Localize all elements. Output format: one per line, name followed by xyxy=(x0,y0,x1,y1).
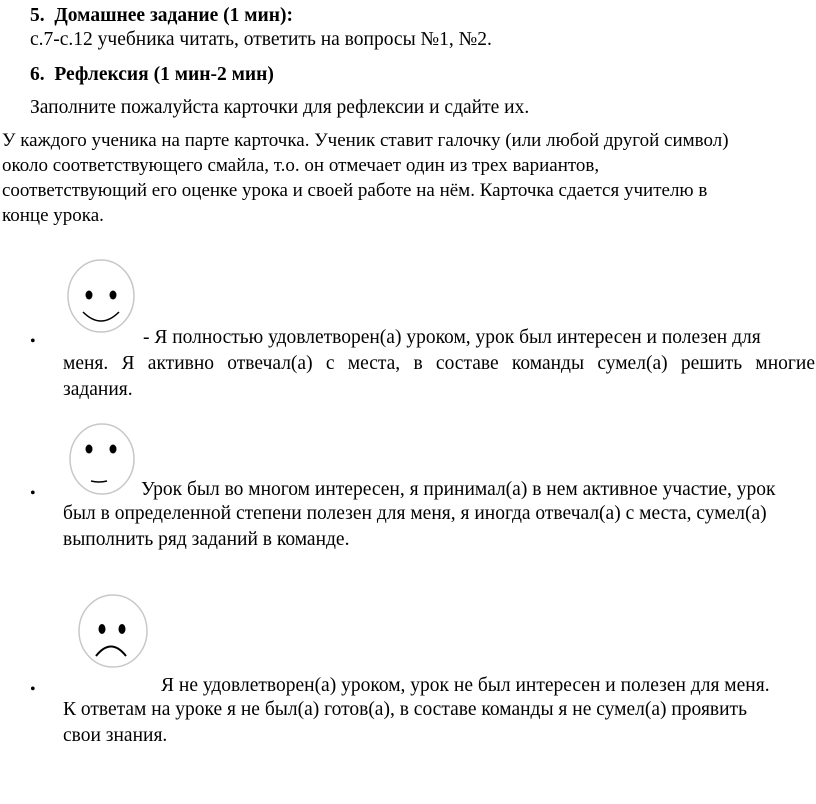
homework-title: Домашнее задание (1 мин): xyxy=(54,5,294,26)
sad-smiley-icon xyxy=(76,593,152,673)
bullet: • xyxy=(30,485,36,502)
description-line: конце урока. xyxy=(2,205,104,226)
option-1-rest xyxy=(63,351,815,403)
description-paragraph xyxy=(2,128,729,228)
homework-text: с.7-с.12 учебника читать, ответить на вопросы №1, №2. xyxy=(30,29,492,50)
option-1-first-line: - Я полностью удовлетворен(а) уроком, урок был интересен и полезен для xyxy=(143,327,761,348)
reflection-title: Рефлексия (1 мин-2 мин) xyxy=(54,64,274,85)
description-line: У каждого ученика на парте карточка. Ученик ставит галочку (или любой другой символ) xyxy=(2,130,729,151)
option-3-line: свои знания. xyxy=(63,725,168,746)
happy-smiley-icon xyxy=(66,258,138,334)
option-3-rest xyxy=(63,698,815,748)
reflection-number: 6. xyxy=(30,64,45,85)
neutral-smiley-icon xyxy=(68,422,136,496)
description-line: около соответствующего смайла, т.о. он отмечает один из трех вариантов, xyxy=(2,155,600,176)
bullet: • xyxy=(30,333,36,350)
option-2-line: был в определенной степени полезен для меня, я иногда отвечал(а) с места, сумел(а) xyxy=(63,503,767,524)
homework-heading xyxy=(30,4,293,28)
reflection-heading xyxy=(30,63,274,87)
option-1-line: задания. xyxy=(63,379,133,400)
reflection-instruction: Заполните пожалуйста карточки для рефлексии и сдайте их. xyxy=(30,97,530,118)
option-1-line: меня. Я активно отвечал(а) с места, в составе команды сумел(а) решить многие xyxy=(63,353,815,374)
bullet: • xyxy=(30,681,36,698)
homework-number: 5. xyxy=(30,5,45,26)
option-3-first-line: Я не удовлетворен(а) уроком, урок не был интересен и полезен для меня. xyxy=(161,675,770,696)
option-2-first-line: Урок был во многом интересен, я принимал(а) в нем активное участие, урок xyxy=(141,479,776,500)
option-2-line: выполнить ряд заданий в команде. xyxy=(63,529,350,550)
option-3-line: К ответам на уроке я не был(а) готов(а), в составе команды я не сумел(а) проявить xyxy=(63,699,747,720)
option-2-rest xyxy=(63,502,815,552)
description-line: соответствующий его оценке урока и своей работе на нём. Карточка сдается учителю в xyxy=(2,180,708,201)
